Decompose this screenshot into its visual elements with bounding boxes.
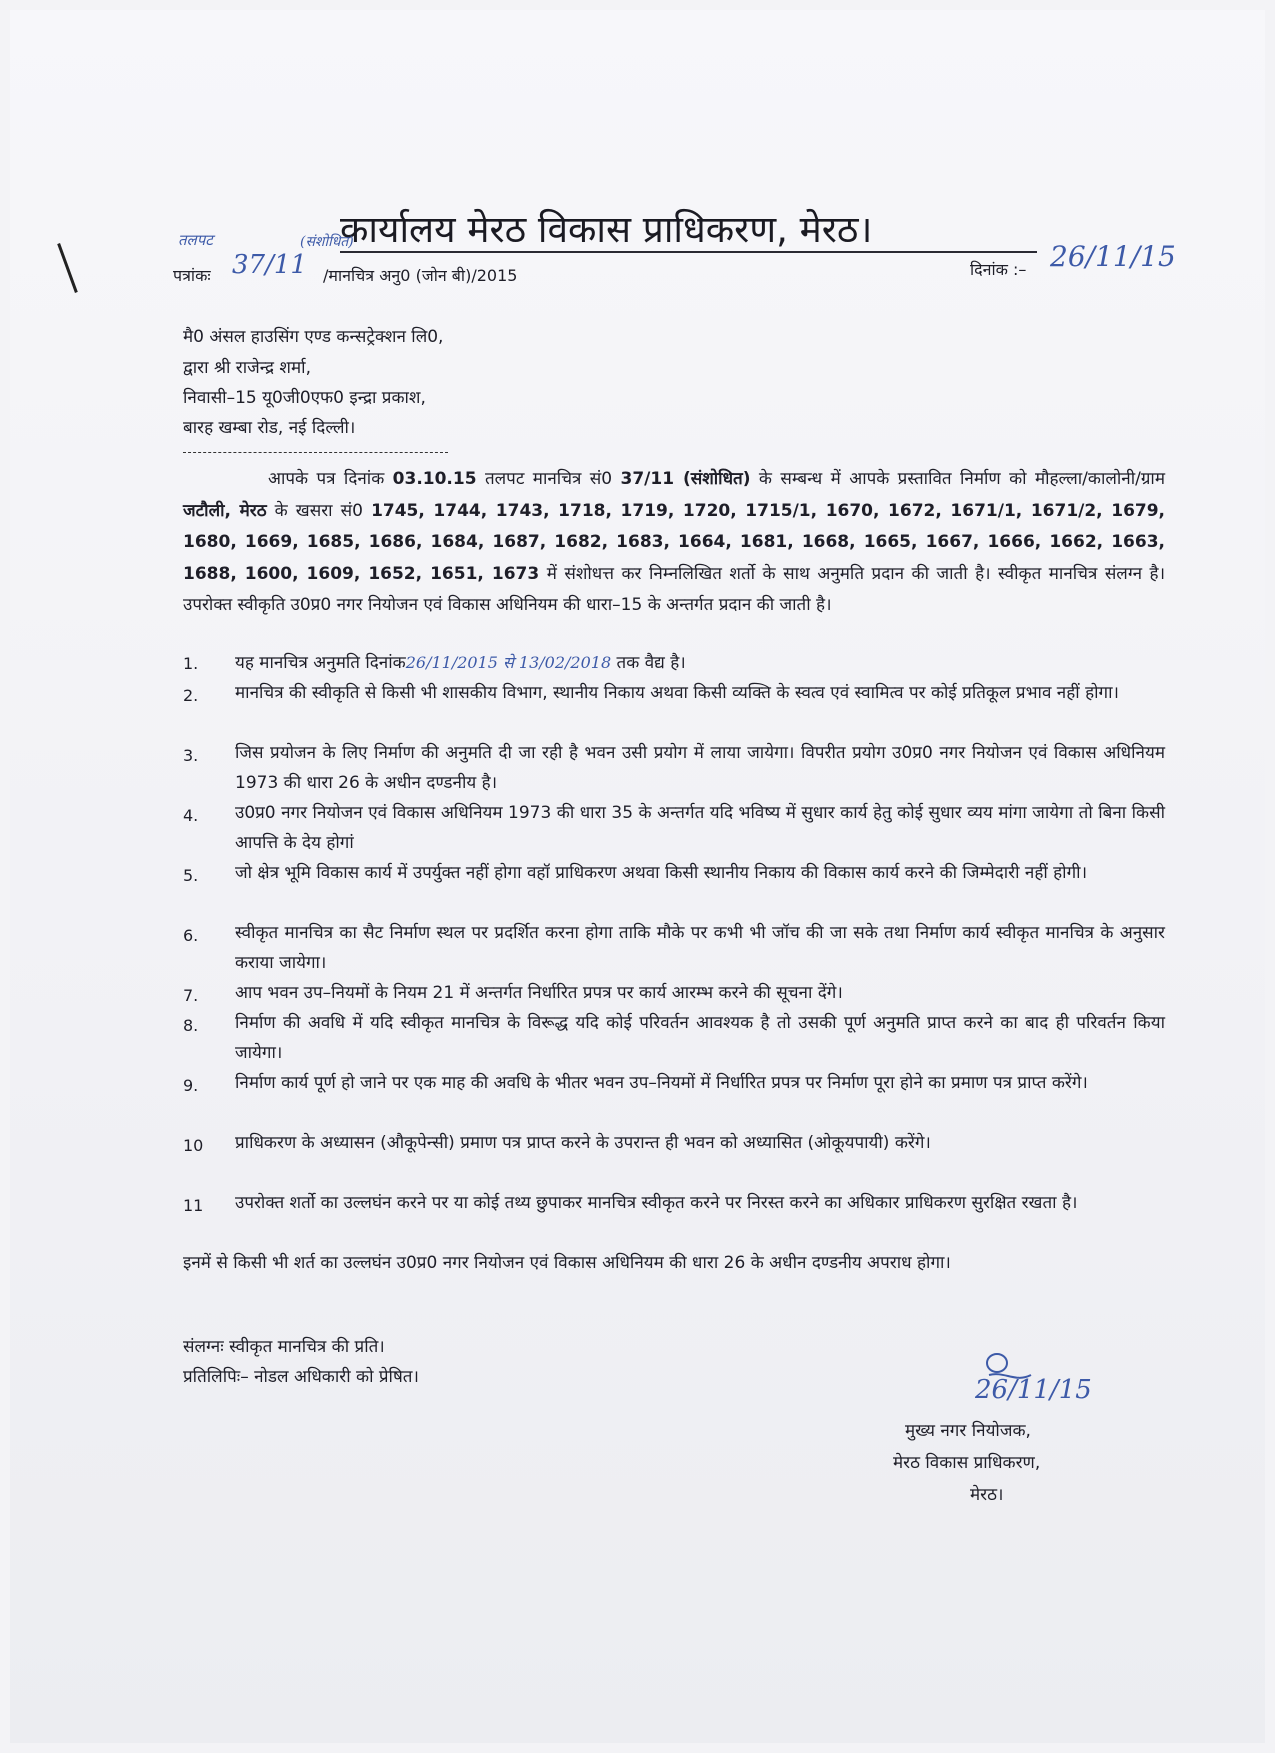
handwritten-validity-dates: 26/11/2015 से 13/02/2018 (405, 653, 612, 672)
body-text-3: के सम्बन्ध में आपके प्रस्तावित निर्माण को मौहल्ला/कालोनी/ग्राम (758, 469, 1165, 489)
condition-number: 2. (183, 686, 199, 705)
title-underline (340, 251, 1037, 253)
date-label: दिनांक :– (970, 260, 1027, 279)
condition-11: उपरोक्त शर्तो का उल्लघंन करने पर या कोई तथ्य छुपाकर मानचित्र स्वीकृत करने पर निरस्त करने का अधिकार प्राधिकरण सुरक्षित रखता है। (235, 1193, 1078, 1213)
body-text-4: के खसरा सं0 (274, 500, 363, 521)
condition-number: 4. (183, 806, 199, 825)
body-map-number: 37/11 (संशोधित) (620, 469, 751, 489)
signatory-office: मेरठ विकास प्राधिकरण, (893, 1453, 1041, 1473)
condition-1-pre: यह मानचित्र अनुमति दिनांक (235, 653, 406, 673)
letter-number-label: पत्रांकः (173, 266, 211, 285)
condition-number: 10 (183, 1136, 204, 1155)
condition-6: स्वीकृत मानचित्र का सैट निर्माण स्थल पर प्रदर्शित करना होगा ताकि मौके पर कभी भी जॉच की जा सके तथा निर्माण कार्य स्वीकृत मानचित्र के अनुसार कराया जायेगा। (235, 923, 1165, 973)
handwritten-revised-tag: (संशोधित) (300, 234, 354, 250)
handwritten-date: 26/11/15 (1050, 240, 1176, 273)
letter-number-suffix: /मानचित्र अनु0 (जोन बी)/2015 (323, 266, 518, 285)
document-page (10, 10, 1265, 1743)
body-place: जटौली, मेरठ (183, 500, 267, 521)
handwritten-talpat: तलपट (178, 231, 213, 249)
condition-number: 5. (183, 866, 199, 885)
body-paragraph (183, 464, 1165, 622)
signatory-city: मेरठ। (970, 1485, 1004, 1505)
condition-4: उ0प्र0 नगर नियोजन एवं विकास अधिनियम 1973 की धारा 35 के अन्तर्गत यदि भविष्य में सुधार कार्य हेतु कोई सुधार व्यय मांगा जायेगा तो बिना किसी आपत्ति के देय होगां (235, 803, 1165, 853)
condition-2: मानचित्र की स्वीकृति से किसी भी शासकीय विभाग, स्थानीय निकाय अथवा किसी व्यक्ति के स्वत्व एवं स्वामित्व पर कोई प्रतिकूल प्रभाव नहीं होगा। (235, 683, 1119, 703)
address-line-1: मै0 अंसल हाउसिंग एण्ड कन्सट्रेक्शन लि0, (183, 327, 444, 347)
condition-1 (235, 648, 1165, 678)
address-line-4: बारह खम्बा रोड, नई दिल्ली। (183, 418, 356, 438)
condition-number: 7. (183, 986, 199, 1005)
condition-number: 3. (183, 746, 199, 765)
condition-number: 9. (183, 1076, 199, 1095)
condition-5: जो क्षेत्र भूमि विकास कार्य में उपर्युक्त नहीं होगा वहॉ प्राधिकरण अथवा किसी स्थानीय निकाय की विकास कार्य करने की जिम्मेदारी नहीं होगी। (235, 863, 1088, 883)
address-line-3: निवासी–15 यू0जी0एफ0 इन्द्रा प्रकाश, (183, 388, 426, 408)
condition-number: 1. (183, 654, 199, 673)
copy-to-line: प्रतिलिपिः– नोडल अधिकारी को प्रेषित। (183, 1367, 419, 1387)
condition-3: जिस प्रयोजन के लिए निर्माण की अनुमति दी जा रही है भवन उसी प्रयोग में लाया जायेगा। विपरीत प्रयोग उ0प्र0 नगर नियोजन एवं विकास अधिनियम 1973 की धारा 26 के अधीन दण्डनीय है। (235, 743, 1165, 793)
condition-9: निर्माण कार्य पूर्ण हो जाने पर एक माह की अवधि के भीतर भवन उप–नियमों में निर्धारित प्रपत्र पर निर्माण पूरा होने का प्रमाण पत्र प्राप्त करेंगे। (235, 1073, 1088, 1093)
office-title: कार्यालय मेरठ विकास प्राधिकरण, मेरठ। (340, 208, 873, 251)
address-line-2: द्वारा श्री राजेन्द्र शर्मा, (183, 358, 311, 378)
condition-7: आप भवन उप–नियमों के नियम 21 में अन्तर्गत निर्धारित प्रपत्र पर कार्य आरम्भ करने की सूचना देंगे। (235, 983, 843, 1003)
condition-number: 6. (183, 926, 199, 945)
condition-1-post: तक वैद्य है। (616, 653, 686, 673)
body-text-5: में संशोधत्त कर निम्नलिखित शर्तो के साथ अनुमति प्रदान की जाती है। स्वीकृत मानचित्र संलग्न है। उपरोक्त स्वीकृति उ0प्र0 नगर नियोजन एवं विकास अधिनियम की धारा–15 के अन्तर्गत प्रदान की जाती है। (183, 563, 1166, 615)
body-date: 03.10.15 (392, 469, 477, 489)
condition-number: 8. (183, 1016, 199, 1035)
condition-8: निर्माण की अवधि में यदि स्वीकृत मानचित्र के विरूद्ध यदि कोई परिवर्तन आवश्यक है तो उसकी पूर्ण अनुमति प्राप्त करने का बाद ही परिवर्तन किया जायेगा। (235, 1013, 1165, 1063)
enclosure-line: संलग्नः स्वीकृत मानचित्र की प्रति। (183, 1337, 385, 1357)
signatory-designation: मुख्य नगर नियोजक, (905, 1421, 1031, 1441)
signature-date: 26/11/15 (975, 1375, 1092, 1405)
margin-pen-mark (57, 243, 78, 293)
body-khasra-numbers: 1745, 1744, 1743, 1718, 1719, 1720, 1715/1, 1670, 1672, 1671/1, 1671/2, 1679, 1680, 1669, 1685, 1686, 1684, 1687, 1682, 1683, 1664, 1681, 1668, 1665, 1667, 1666, 1662, 1663, 1688, 1600, 1609, 1652, 1651, 1673 (183, 500, 1166, 584)
address-underline (183, 452, 448, 453)
handwritten-letter-number: 37/11 (232, 250, 307, 280)
body-text-2: तलपट मानचित्र सं0 (484, 469, 613, 489)
closing-statement: इनमें से किसी भी शर्त का उल्लघंन उ0प्र0 नगर नियोजन एवं विकास अधिनियम की धारा 26 के अधीन दण्डनीय अपराध होगा। (183, 1253, 951, 1273)
condition-10: प्राधिकरण के अध्यासन (औकूपेन्सी) प्रमाण पत्र प्राप्त करने के उपरान्त ही भवन को अध्यासित (ओकूयपायी) करेंगे। (235, 1133, 931, 1153)
condition-number: 11 (183, 1196, 204, 1215)
body-text-1: आपके पत्र दिनांक (268, 469, 385, 489)
